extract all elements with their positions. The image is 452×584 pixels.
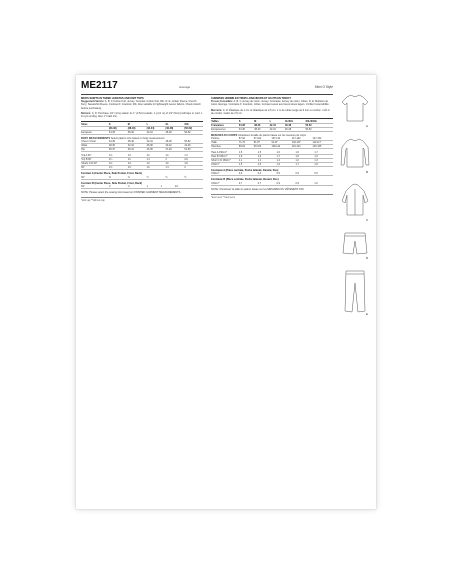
table-cell: 130-135 bbox=[312, 145, 333, 149]
table-cell: 1,6 bbox=[295, 151, 314, 155]
table-cell: ¾ bbox=[109, 185, 128, 189]
table-cell: Hanches bbox=[211, 145, 239, 149]
collection-label: Average bbox=[179, 85, 191, 89]
table-cell: 36-38 bbox=[146, 144, 165, 148]
table-cell: 1,6 bbox=[239, 155, 258, 159]
english-note: NOTE: Please select the sewing size based on FINISHED GARMENT MEASUREMENTS. bbox=[81, 190, 181, 194]
table-cell: 1,5 bbox=[239, 151, 258, 155]
table-cell: 1⅝ bbox=[109, 166, 128, 170]
table-cell: 2 bbox=[165, 158, 184, 162]
table-cell: 0,5 bbox=[276, 172, 295, 176]
table-cell: 1,3 bbox=[314, 159, 333, 163]
table-cell: 39-41 bbox=[127, 148, 146, 152]
table-cell: 0,4 bbox=[239, 172, 258, 176]
table-cell: 1⅛ bbox=[174, 185, 203, 189]
view-label-b: B bbox=[366, 170, 369, 174]
table-cell: 2 bbox=[184, 166, 203, 170]
table-row: Européennes 34-36 38-40 42-44 46-48 50-52 bbox=[211, 128, 333, 132]
table-cell: 1¾ bbox=[165, 154, 184, 158]
english-contrast-a-label: Contrast A (Center Piece, Side Pocket, Front, Back) bbox=[81, 172, 142, 176]
table-cell: 1,6 bbox=[276, 163, 295, 167]
french-contrast-b-label: Contraste B (Pièce centrale, Poche latérale, Devant, Dos) bbox=[211, 178, 279, 182]
table-cell: 1¼ bbox=[146, 162, 165, 166]
table-row: European 34-36 38-40 42-44 46-48 50-52 bbox=[81, 131, 203, 135]
table-row bbox=[211, 163, 333, 167]
english-footnote: *with nap **without nap bbox=[81, 200, 105, 203]
table-cell: 0,9 bbox=[276, 182, 295, 186]
table-cell: 51-53 bbox=[184, 148, 203, 152]
french-title: CHEMISES HOMME EN TROIS LONGUEURS ET HAUTS EN TRICOT bbox=[211, 97, 291, 100]
table-cell: ½ bbox=[146, 176, 165, 180]
table-cell: ¾ bbox=[127, 185, 146, 189]
french-fabrics bbox=[211, 100, 333, 106]
table-cell: ½ bbox=[165, 176, 184, 180]
table-cell: 0,4 bbox=[257, 172, 276, 176]
table-cell: 119-124 bbox=[292, 145, 313, 149]
notions-label: Mercerie: bbox=[211, 108, 223, 112]
fabrics-text: A, B, C Jersey de coton, Jersey. Contraste: Jersey de coton, Côtes. D, E: Molleton de coton, Éponge. bbox=[211, 100, 329, 107]
table-cell: 1⅞ bbox=[146, 158, 165, 162]
table-cell: 150cm* bbox=[211, 172, 239, 176]
table-cell: 35-37 bbox=[109, 148, 128, 152]
table-cell: 87-92 bbox=[239, 137, 254, 141]
table-cell: 0,5 bbox=[295, 172, 314, 176]
table-cell: 1⅛ bbox=[109, 162, 128, 166]
english-body-table bbox=[81, 140, 203, 152]
table-cell: 107-112 bbox=[271, 137, 291, 141]
french-body-table bbox=[211, 137, 333, 149]
table-cell: 1¾ bbox=[109, 158, 128, 162]
notions-label: Notions: bbox=[81, 111, 92, 115]
brand-label: Mimi G Style bbox=[314, 85, 333, 89]
view-label-a: A bbox=[366, 124, 369, 128]
table-cell: 1,7 bbox=[276, 155, 295, 159]
table-cell: 1⅝ bbox=[109, 154, 128, 158]
view-label-d: D bbox=[366, 256, 369, 260]
table-cell: 1⅞ bbox=[165, 166, 184, 170]
table-row bbox=[81, 166, 203, 170]
french-size-table bbox=[211, 120, 333, 132]
table-cell: 1¼ bbox=[165, 162, 184, 166]
table-cell: 1¾ bbox=[146, 166, 165, 170]
table-cell: 0,9 bbox=[295, 182, 314, 186]
table-cell: ½ bbox=[184, 176, 203, 180]
english-fabrics bbox=[81, 100, 203, 110]
table-cell: Top A 60" bbox=[81, 154, 109, 158]
table-cell: 1,0 bbox=[314, 182, 333, 186]
table-row: Françaises 34-36 38-40 42-44 46-48 50-52 bbox=[211, 124, 333, 128]
notions-text: C, D: Purchase 1/2" (1cm) elastic. E: 1" (2.5cm) elastic. 1 yd (1 m) of 1/4" (6mm) twill tape or cord. bbox=[91, 111, 201, 115]
table-cell: Waist bbox=[81, 144, 109, 148]
table-row: Sizes S M L XL XXL bbox=[81, 123, 203, 127]
table-cell: 28-30 bbox=[109, 144, 128, 148]
table-cell: Shorts C,D 60" bbox=[81, 162, 109, 166]
table-cell: 1¾ bbox=[146, 154, 165, 158]
english-size-table bbox=[81, 123, 203, 135]
table-cell: 1,5 bbox=[239, 163, 258, 167]
table-cell: 60" bbox=[81, 176, 109, 180]
table-cell: 1⅝ bbox=[127, 154, 146, 158]
table-cell: 99-104 bbox=[253, 145, 271, 149]
table-cell: 47-49 bbox=[165, 148, 184, 152]
english-title: MEN'S SHIRTS IN THREE LENGTHS AND KNIT TOPS bbox=[81, 97, 144, 100]
table-cell: 1⅞ bbox=[184, 154, 203, 158]
table-cell: 81-87 bbox=[253, 141, 271, 145]
table-row bbox=[211, 182, 333, 186]
french-body-heading: MESURES DU CORPS Choisissez la taille du patron basée sur les mesures du corps bbox=[211, 134, 306, 138]
table-cell: 1 bbox=[146, 185, 160, 189]
table-cell: 127-132 bbox=[312, 137, 333, 141]
table-cell: Haut A 150cm* bbox=[211, 151, 239, 155]
table-row bbox=[81, 176, 203, 180]
table-cell: 60" bbox=[81, 185, 109, 189]
fabrics-label: Tissus Conseillés: bbox=[211, 100, 233, 104]
table-cell: Taille bbox=[211, 141, 239, 145]
table-cell: 42-44 bbox=[146, 140, 165, 144]
table-cell: 1¾ bbox=[127, 158, 146, 162]
table-cell: 40-42 bbox=[165, 144, 184, 148]
french-footnote: *avec sens **sans sens bbox=[211, 196, 236, 199]
table-cell: 112-117 bbox=[312, 141, 333, 145]
english-body-heading: BODY MEASUREMENTS Select pattern size based on body measurement bbox=[81, 137, 165, 141]
table-cell: 1,7 bbox=[295, 163, 314, 167]
table-cell: 1,6 bbox=[257, 155, 276, 159]
view-label-e: E bbox=[366, 312, 369, 316]
table-cell: Top B 60" bbox=[81, 158, 109, 162]
table-cell: 150cm* bbox=[211, 163, 239, 167]
table-cell: 1 bbox=[160, 185, 174, 189]
french-contrast-a-label: Contraste A (Pièce centrale, Poche latérale, Devant, Dos) bbox=[211, 169, 279, 173]
english-contrast-b-label: Contrast B (Center Piece, Side Pocket, Front, Back) bbox=[81, 181, 142, 185]
table-cell: 1,5 bbox=[257, 151, 276, 155]
header bbox=[81, 80, 333, 95]
view-label-c: C bbox=[366, 218, 369, 222]
table-row bbox=[211, 145, 333, 149]
fabrics-label: Suggested Fabrics: bbox=[81, 100, 105, 104]
french-column bbox=[211, 97, 333, 199]
table-cell: 109-114 bbox=[271, 145, 291, 149]
table-cell: 117-122 bbox=[292, 137, 313, 141]
table-cell: Poitrine bbox=[211, 137, 239, 141]
table-cell: 1,8 bbox=[314, 163, 333, 167]
notions-text-2: 1,20 m de cordon. Galon de 2,5 cm. bbox=[211, 108, 330, 115]
table-cell: 0,5 bbox=[314, 172, 333, 176]
table-cell: 1⅝ bbox=[127, 166, 146, 170]
tee-shirt-a-drawing bbox=[342, 95, 368, 121]
table-cell: 1,8 bbox=[295, 155, 314, 159]
table-cell: 1,1 bbox=[239, 159, 258, 163]
table-cell: 1,6 bbox=[276, 151, 295, 155]
table-row: Tailles S M L XL/XXL XXL/XXXL bbox=[211, 120, 333, 124]
table-cell: 1,2 bbox=[295, 159, 314, 163]
table-cell: 2⅛ bbox=[184, 158, 203, 162]
table-cell: 34-36 bbox=[109, 140, 128, 144]
table-cell: 38-40 bbox=[127, 140, 146, 144]
table-cell: 44-46 bbox=[184, 144, 203, 148]
table-cell: ⅜ bbox=[109, 176, 128, 180]
table-cell: 102-107 bbox=[292, 141, 313, 145]
table-cell: 71-76 bbox=[239, 141, 254, 145]
table-cell: 89-94 bbox=[239, 145, 254, 149]
table-cell: 91-97 bbox=[271, 141, 291, 145]
garment-illustrations bbox=[338, 91, 372, 316]
joggers-e-drawing bbox=[345, 271, 365, 312]
notions-text-2: 1 1/4 yd cording. Also 1" braid trim. bbox=[81, 111, 203, 119]
table-cell: 32-34 bbox=[127, 144, 146, 148]
french-yardage-table bbox=[211, 151, 333, 167]
french-note: NOTE: Choisissez la taille du patron basée sur les MESURES DU VÊTEMENT FINI. bbox=[211, 187, 305, 191]
table-cell: 46-48 bbox=[165, 140, 184, 144]
table-row bbox=[81, 185, 203, 189]
table-cell: 97-102 bbox=[253, 137, 271, 141]
table-cell: 1⅜ bbox=[184, 162, 203, 166]
garment-illustrations-svg bbox=[338, 91, 372, 316]
table-cell: Hip bbox=[81, 148, 109, 152]
table-cell: ⅜ bbox=[127, 176, 146, 180]
fabrics-text: A, B, C Cotton Knit, Jersey. Contrast: Cotton Knit, Rib. D, E: Cotton Fleece, French Terry, Sweatshirt Fleece. bbox=[81, 100, 197, 107]
pattern-code: ME2117 bbox=[81, 80, 118, 91]
table-cell: 1,5 bbox=[257, 163, 276, 167]
table-cell: 60" bbox=[81, 166, 109, 170]
table-cell: 1,1 bbox=[257, 159, 276, 163]
long-sleeve-shirt-b-drawing bbox=[341, 139, 369, 167]
pattern-envelope-back bbox=[76, 75, 376, 509]
table-cell: 43-45 bbox=[146, 148, 165, 152]
fabrics-text-2: Contraste F: Interlock, Côtes. Convient aussi aux tissus tissés légers. Vérifier l'extensibilité. bbox=[228, 103, 330, 107]
table-cell: 150cm* bbox=[211, 182, 239, 186]
english-column bbox=[81, 97, 203, 202]
table-row bbox=[81, 148, 203, 152]
table-row: (34-36) (38-40) (42-44) (46-48) (50-52) bbox=[81, 127, 203, 131]
table-cell: 50-52 bbox=[184, 140, 203, 144]
english-yardage-table bbox=[81, 154, 203, 170]
table-cell: 1,2 bbox=[276, 159, 295, 163]
table-cell: Haut B 150cm* bbox=[211, 155, 239, 159]
table-row bbox=[211, 172, 333, 176]
table-cell: 0,7 bbox=[239, 182, 258, 186]
table-cell: 1⅛ bbox=[127, 162, 146, 166]
notions-text: C, D: Élastique de 1 cm. E: Élastique de 2,5 cm. 1 m de ruban sergé de 6 mm ou cordon. bbox=[222, 108, 322, 112]
table-cell: 0,7 bbox=[257, 182, 276, 186]
table-cell: Chest / Chest bbox=[81, 140, 109, 144]
fabrics-text-2: Contrast F: Interlock, Rib. Also suitable for lightweight woven fabrics. Check stretch before purchasing. bbox=[81, 103, 201, 110]
table-cell: 1,7 bbox=[314, 151, 333, 155]
table-cell: 1,9 bbox=[314, 155, 333, 159]
table-cell: Short C,D 150cm* bbox=[211, 159, 239, 163]
